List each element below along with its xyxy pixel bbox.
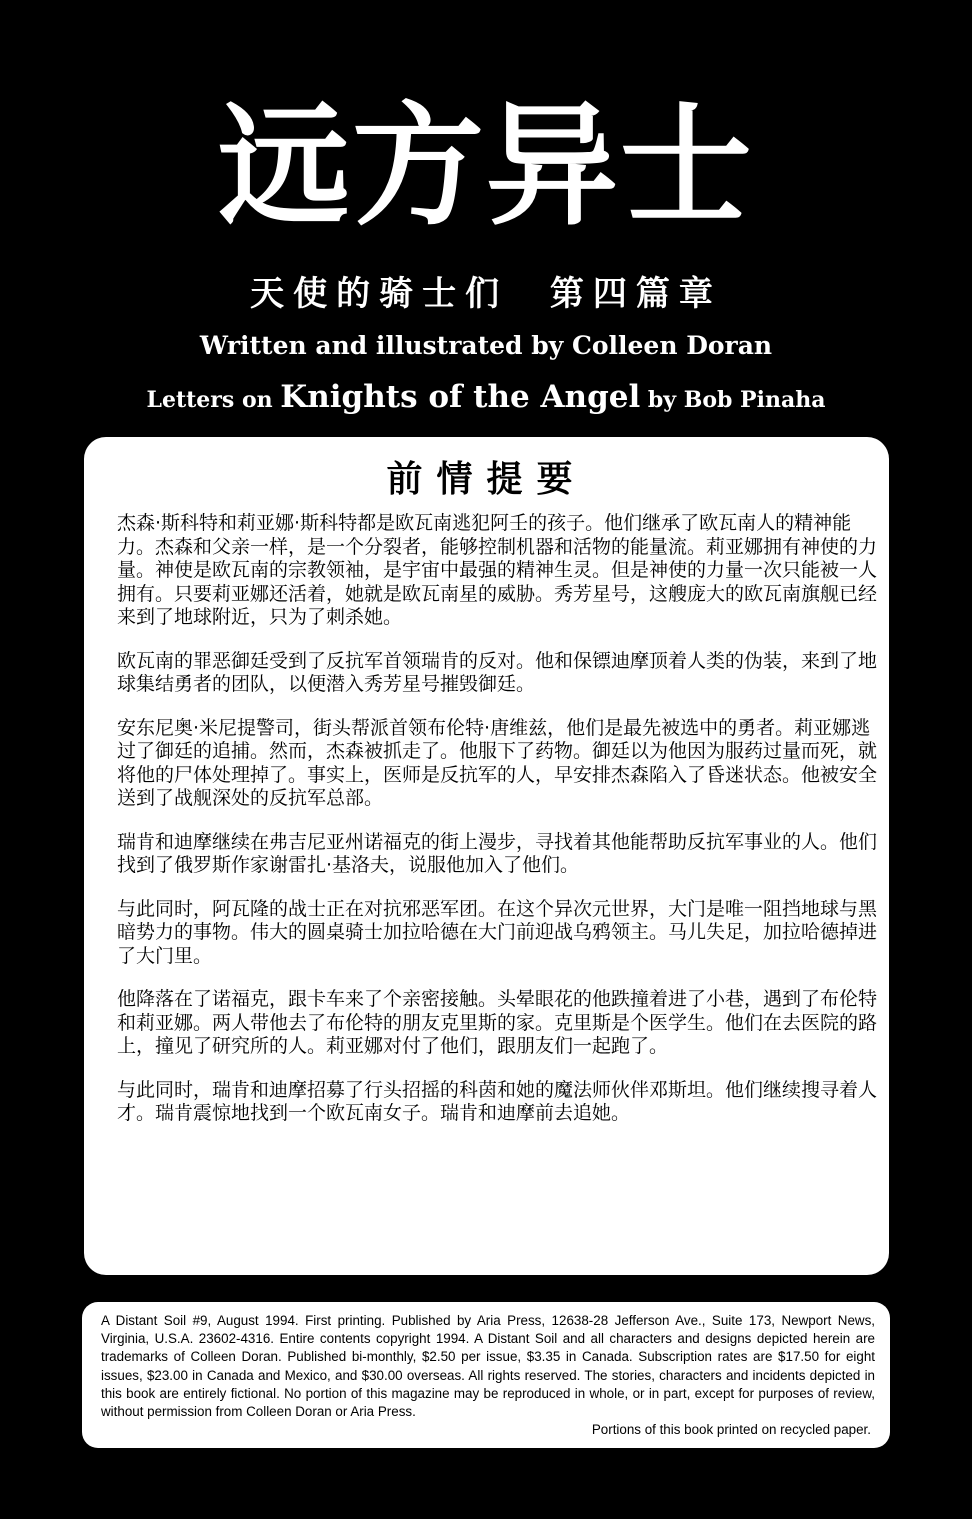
summary-paragraph: 杰森·斯科特和莉亚娜·斯科特都是欧瓦南逃犯阿壬的孩子。他们继承了欧瓦南人的精神能力。杰森和父亲一样，是一个分裂者，能够控制机器和活物的能量流。莉亚娜拥有神使的力量。神使是欧瓦南的宗教领袖，是宇宙中最强的精神生灵。但是神使的力量一次只能被一人拥有。只要莉亚娜还活着，她就是欧瓦南星的威胁。秀芳星号，这艘庞大的欧瓦南旗舰已经来到了地球附近，只为了刺杀她。	[117, 512, 878, 628]
publication-info-panel	[82, 1302, 890, 1448]
summary-paragraph: 瑞肯和迪摩继续在弗吉尼亚州诺福克的街上漫步，寻找着其他能帮助反抗军事业的人。他们找到了俄罗斯作家谢雷扎·基洛夫，说服他加入了他们。	[117, 830, 878, 876]
summary-heading: 前情提要	[386, 459, 587, 500]
letterer-credit-suffix: by Bob Pinaha	[640, 387, 826, 413]
author-credit: Written and illustrated by Colleen Doran	[199, 331, 773, 360]
letterer-credit-prefix: Letters on	[146, 387, 281, 413]
summary-paragraph: 安东尼奥·米尼提警司，街头帮派首领布伦特·唐维兹，他们是最先被选中的勇者。莉亚娜逃过了御廷的追捕。然而，杰森被抓走了。他服下了药物。御廷以为他因为服药过量而死，就将他的尸体处理掉了。事实上，医师是反抗军的人，早安排杰森陷入了昏迷状态。他被安全送到了战舰深处的反抗军总部。	[117, 716, 878, 809]
letterer-credit-work-title: Knights of the Angel	[280, 379, 641, 415]
summary-paragraph: 欧瓦南的罪恶御廷受到了反抗军首领瑞肯的反对。他和保镖迪摩顶着人类的伪装，来到了地球集结勇者的团队，以便潜入秀芳星号摧毁御廷。	[117, 649, 878, 695]
series-title: 远方异士	[218, 90, 754, 244]
story-summary-panel	[84, 437, 889, 1275]
recycled-paper-note: Portions of this book printed on recycled paper.	[591, 1422, 871, 1437]
summary-paragraph: 他降落在了诺福克，跟卡车来了个亲密接触。头晕眼花的他跌撞着进了小巷，遇到了布伦特和莉亚娜。两人带他去了布伦特的朋友克里斯的家。克里斯是个医学生。他们在去医院的路上，撞见了研究所的人。莉亚娜对付了他们，跟朋友们一起跑了。	[117, 988, 878, 1057]
summary-paragraph: 与此同时，瑞肯和迪摩招募了行头招摇的科茵和她的魔法师伙伴邓斯坦。他们继续搜寻着人才。瑞肯震惊地找到一个欧瓦南女子。瑞肯和迪摩前去追她。	[117, 1078, 878, 1124]
summary-paragraph: 与此同时，阿瓦隆的战士正在对抗邪恶军团。在这个异次元世界，大门是唯一阻挡地球与黑暗势力的事物。伟大的圆桌骑士加拉哈德在大门前迎战乌鸦领主。马儿失足，加拉哈德掉进了大门里。	[117, 897, 878, 967]
indicia-text: A Distant Soil #9, August 1994. First printing. Published by Aria Press, 12638-28 Jefferson Ave., Suite 173, Newport News, Virginia, U.S.A. 23602-4316. Entire contents copyright 1994. A Distant Soil and all characters and designs depicted herein are trademarks of Colleen Doran. Published bi-monthly, $2.50 per issue, $3.35 in Canada. Subscription rates are $17.50 for eight issues, $23.00 in Canada and Mexico, and $30.00 overseas. All rights reserved. The stories, characters and incidents depicted in this book are entirely fictional. No portion of this magazine may be reproduced in whole, or in part, except for purposes of review, without permission from Colleen Doran or Aria Press.	[101, 1313, 875, 1420]
issue-subtitle: 天使的骑士们 第四篇章	[250, 274, 722, 314]
summary-body	[117, 512, 883, 1146]
letterer-credit	[0, 376, 972, 421]
